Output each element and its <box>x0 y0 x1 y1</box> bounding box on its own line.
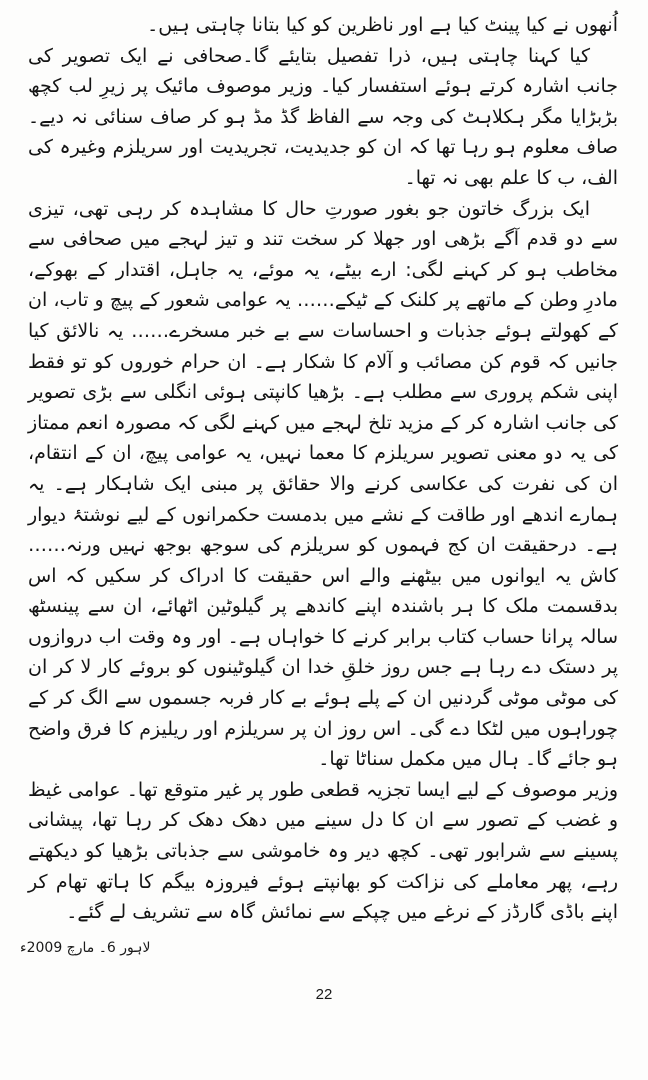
paragraph-4: وزیر موصوف کے لیے ایسا تجزیہ قطعی طور پر غیر متوقع تھا۔ عوامی غیظ و غضب کے تصور سے ان کا دل سینے میں دھک دھک کر رہا تھا، پیشانی پسینے سے شرابور تھی۔ کچھ دیر وہ خاموشی سے جذباتی بڑھیا کو دیکھتے رہے، پھر معاملے کی نزاکت کو بھانپتے ہوئے فیروزہ بیگم کا ہاتھ تھام کر اپنے باڈی گارڈز کے نرغے میں چپکے سے نمائش گاہ سے تشریف لے گئے۔ <box>28 778 618 924</box>
paragraph-3: ایک بزرگ خاتون جو بغور صورتِ حال کا مشاہدہ کر رہی تھی، تیزی سے دو قدم آگے بڑھی اور جھلا کر سخت تند و تیز لہجے میں صحافی سے مخاطب ہو کر کہنے لگی: ارے بیٹے، یہ موئے، یہ جاہل، اقتدار کے بھوکے، مادرِ وطن کے ماتھے پر کلنک کے ٹیکے…… یہ عوامی شعور کے پیچ و تاب، ان کے کھولتے ہوئے جذبات و احساسات سے بے خبر مسخرے…… یہ نالائق کیا جانیں کہ قوم کن مصائب و آلام کا شکار ہے۔ ان حرام خوروں کو تو فقط اپنی شکم پروری سے مطلب ہے۔ بڑھیا کانپتی ہوئی انگلی سے بڑی تصویر کی جانب اشارہ کر کے مزید تلخ لہجے میں کہنے لگی کہ مصورہ انعم ممتاز کی یہ دو معنی تصویر سریلزم کا معما نہیں، یہ عوامی پیچ، ان کے انتقام، ان کی نفرت کی عکاسی کرنے والا حقائق پر مبنی ایک شاہکار ہے۔ یہ ہمارے اندھے اور طاقت کے نشے میں بدمست حکمرانوں کے لیے نوشتۂ دیوار ہے۔ درحقیقت ان کج فہموں کو سریلزم کی سوجھ بوجھ نہیں ورنہ…… کاش یہ ایوانوں میں بیٹھنے والے اس حقیقت کا ادراک کر سکیں کہ اس بدقسمت ملک کا ہر باشندہ اپنے کاندھے پر گیلوٹین اٹھائے، ان سے پینسٹھ سالہ پرانا حساب کتاب برابر کرنے کا خواہاں ہے۔ اور وہ وقت اب دروازوں پر دستک دے رہا ہے جس روز خلقِ خدا ان گیلوٹینوں کو بروئے کار لا کر ان کی موٹی موٹی گردنیں ان کے پلے ہوئے بے کار فربہ جسموں سے الگ کر کے چوراہوں میں لٹکا دے گی۔ اس روز ان پر سریلزم اور ریلیزم کا فرق واضح ہو جائے گا۔ ہال میں مکمل سناٹا تھا۔ <box>28 197 618 771</box>
body-text <box>28 10 618 928</box>
page-number: 22 <box>315 986 333 1003</box>
paragraph-2: کیا کہنا چاہتی ہیں، ذرا تفصیل بتایئے گا۔صحافی نے ایک تصویر کی جانب اشارہ کرتے ہوئے استفسار کیا۔ وزیر موصوف مائیک پر زیرِ لب کچھ بڑبڑایا مگر ہکلاہٹ کی وجہ سے الفاظ گڈ مڈ ہو کر صاف سنائی نہ دیے۔ صاف معلوم ہو رہا تھا کہ ان کو جدیدیت، تجریدیت اور سریلزم وغیرہ کی الف، ب کا علم بھی نہ تھا۔ <box>28 44 618 189</box>
date-line: لاہور 6۔ مارچ 2009ء <box>20 940 151 956</box>
paragraph-1: اُنھوں نے کیا پینٹ کیا ہے اور ناظرین کو کیا بتانا چاہتی ہیں۔ <box>147 14 618 36</box>
